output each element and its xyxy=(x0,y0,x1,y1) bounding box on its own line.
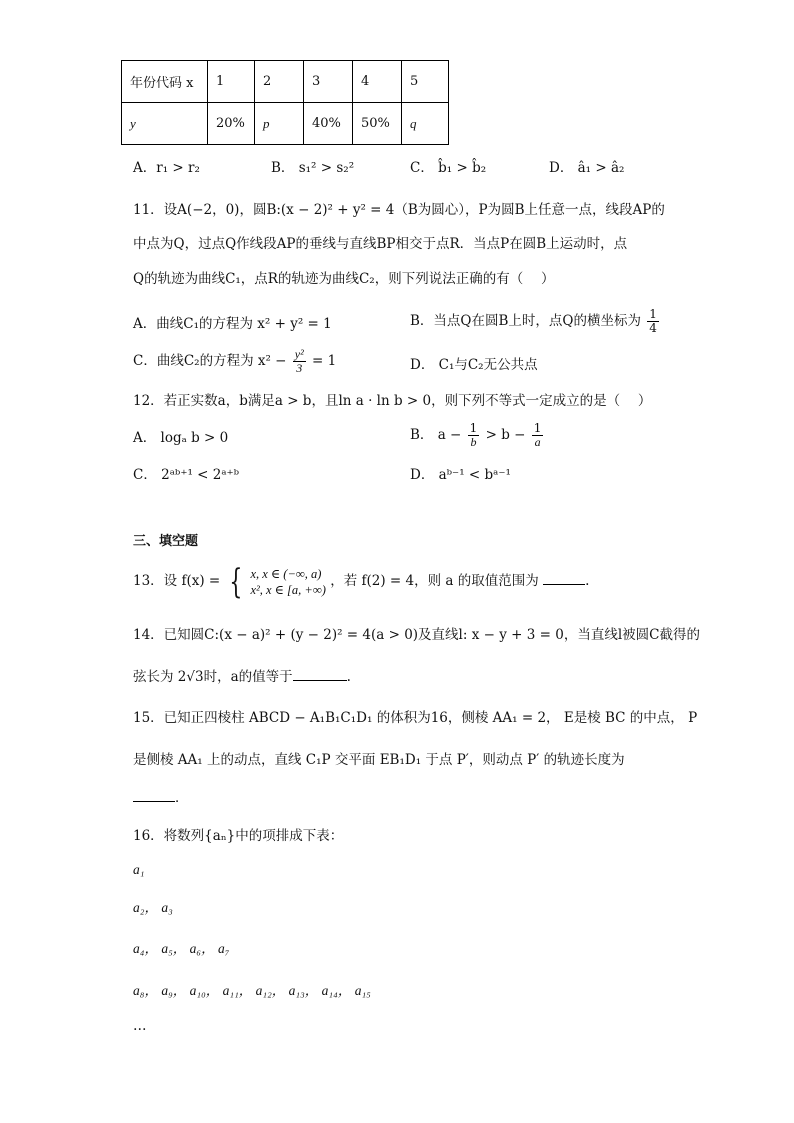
fraction xyxy=(293,348,306,375)
answer-blank xyxy=(133,787,175,802)
fraction-numerator: 1 xyxy=(649,307,657,321)
table-cell: 20% xyxy=(208,103,255,145)
piecewise-case: x, x ∈ (−∞, a) xyxy=(250,566,322,581)
q11-stem-line1: 11．设A(−2，0)，圆B:(x − 2)² + y² = 4（B为圆心），P为圆B上任意一点，线段AP的 xyxy=(133,202,665,218)
q11-option-b-text: B．当点Q在圆B上时，点Q的横坐标为 xyxy=(410,313,641,329)
table-row xyxy=(122,103,449,145)
fraction-denominator: a xyxy=(534,435,541,449)
fraction-numerator: 1 xyxy=(533,421,542,435)
piecewise-case: x², x ∈ [a, +∞) xyxy=(250,582,326,597)
fraction-denominator: 3 xyxy=(296,361,303,375)
table-cell: 40% xyxy=(304,103,353,145)
q12-option-b-text: B． a − xyxy=(410,427,462,443)
table-cell: 3 xyxy=(304,61,353,103)
q10-option-a: A．r₁ > r₂ xyxy=(133,160,200,176)
q12-option-c: C． 2ᵃᵇ⁺¹ < 2ᵃ⁺ᵇ xyxy=(133,467,240,483)
q14-stem-line1: 14．已知圆C:(x − a)² + (y − 2)² = 4(a > 0)及直线l: x − y + 3 = 0，当直线l被圆C截得的 xyxy=(133,627,700,643)
q16-stem: 16．将数列{aₙ}中的项排成下表： xyxy=(133,828,344,844)
q15-stem-line3 xyxy=(133,787,189,808)
q10-option-d: D． â₁ > â₂ xyxy=(549,160,625,176)
q12-option-a: A． logₐ b > 0 xyxy=(133,430,229,446)
q11-option-c-text: C．曲线C₂的方程为 x² − xyxy=(133,353,287,369)
q12-option-d: D． aᵇ⁻¹ < bᵃ⁻¹ xyxy=(410,467,511,483)
q11-stem-line2: 中点为Q，过点Q作线段AP的垂线与直线BP相交于点R．当点P在圆B上运动时，点 xyxy=(133,236,628,252)
fraction xyxy=(532,422,544,449)
q11-option-c xyxy=(133,348,336,375)
fraction-numerator: y² xyxy=(294,347,304,361)
q15-stem-line1: 15．已知正四棱柱 ABCD − A₁B₁C₁D₁ 的体积为16，侧棱 AA₁ = 2， E是棱 BC 的中点， P xyxy=(133,710,698,726)
sequence-row: a₄， a₅， a₆， a₇ xyxy=(133,941,230,956)
fraction-denominator: b xyxy=(470,435,477,449)
sequence-row: a₂， a₃ xyxy=(133,900,173,915)
q14-stem-line2-text: 弦长为 2√3时，a的值等于 xyxy=(133,669,293,685)
table-row xyxy=(122,61,449,103)
fraction-denominator: 4 xyxy=(649,321,657,335)
brace-icon: { xyxy=(228,561,242,602)
q14-stem-line2: 弦长为 2√3时，a的值等于 . xyxy=(133,666,351,687)
q15-end: ． xyxy=(175,790,189,806)
section-heading: 三、填空题 xyxy=(133,534,199,549)
table-cell: 年份代码 x xyxy=(122,61,208,103)
q12-option-b xyxy=(410,422,545,449)
q11-option-d: D． C₁与C₂无公共点 xyxy=(410,357,538,373)
data-table xyxy=(121,60,449,145)
q13-stem: 13．设 f(x) = { x, x ∈ (−∞, a) x², x ∈ [a, +∞) ，若 f(2) = 4，则 a 的取值范围为 . xyxy=(133,561,590,602)
q11-option-a: A．曲线C₁的方程为 x² + y² = 1 xyxy=(133,316,332,332)
table-cell: q xyxy=(402,103,449,145)
q13-suffix: ，若 f(2) = 4，则 a 的取值范围为 xyxy=(330,573,539,589)
table-cell: 5 xyxy=(402,61,449,103)
fraction xyxy=(468,422,480,449)
table-cell: y xyxy=(122,103,208,145)
piecewise-cases xyxy=(250,566,325,598)
answer-blank xyxy=(293,666,347,681)
table-cell: 50% xyxy=(353,103,402,145)
fraction xyxy=(647,308,659,335)
q12-option-b-mid: > b − xyxy=(485,427,526,443)
q15-stem-line2: 是侧棱 AA₁ 上的动点，直线 C₁P 交平面 EB₁D₁ 于点 P′，则动点 P′ 的轨迹长度为 xyxy=(133,752,625,768)
sequence-row: a₈， a₉， a₁₀， a₁₁， a₁₂， a₁₃， a₁₄， a₁₅ xyxy=(133,983,371,998)
answer-blank xyxy=(543,570,585,585)
q12-stem: 12．若正实数a，b满足a > b，且ln a · ln b > 0，则下列不等式一定成立的是（ ） xyxy=(133,393,652,409)
sequence-row: a₁ xyxy=(133,862,145,877)
q10-option-b: B． s₁² > s₂² xyxy=(271,160,355,176)
q13-prefix: 13．设 f(x) = xyxy=(133,573,221,589)
q10-option-c: C． b̂₁ > b̂₂ xyxy=(410,160,487,176)
q11-stem-line3: Q的轨迹为曲线C₁，点R的轨迹为曲线C₂，则下列说法正确的有（ ） xyxy=(133,271,555,287)
sequence-ellipsis: … xyxy=(133,1018,147,1034)
fraction-numerator: 1 xyxy=(469,421,478,435)
q11-option-c-suffix: = 1 xyxy=(312,353,337,369)
table-cell: p xyxy=(255,103,304,145)
table-cell: 1 xyxy=(208,61,255,103)
table-cell: 2 xyxy=(255,61,304,103)
q11-option-b xyxy=(410,308,661,335)
table-cell: 4 xyxy=(353,61,402,103)
